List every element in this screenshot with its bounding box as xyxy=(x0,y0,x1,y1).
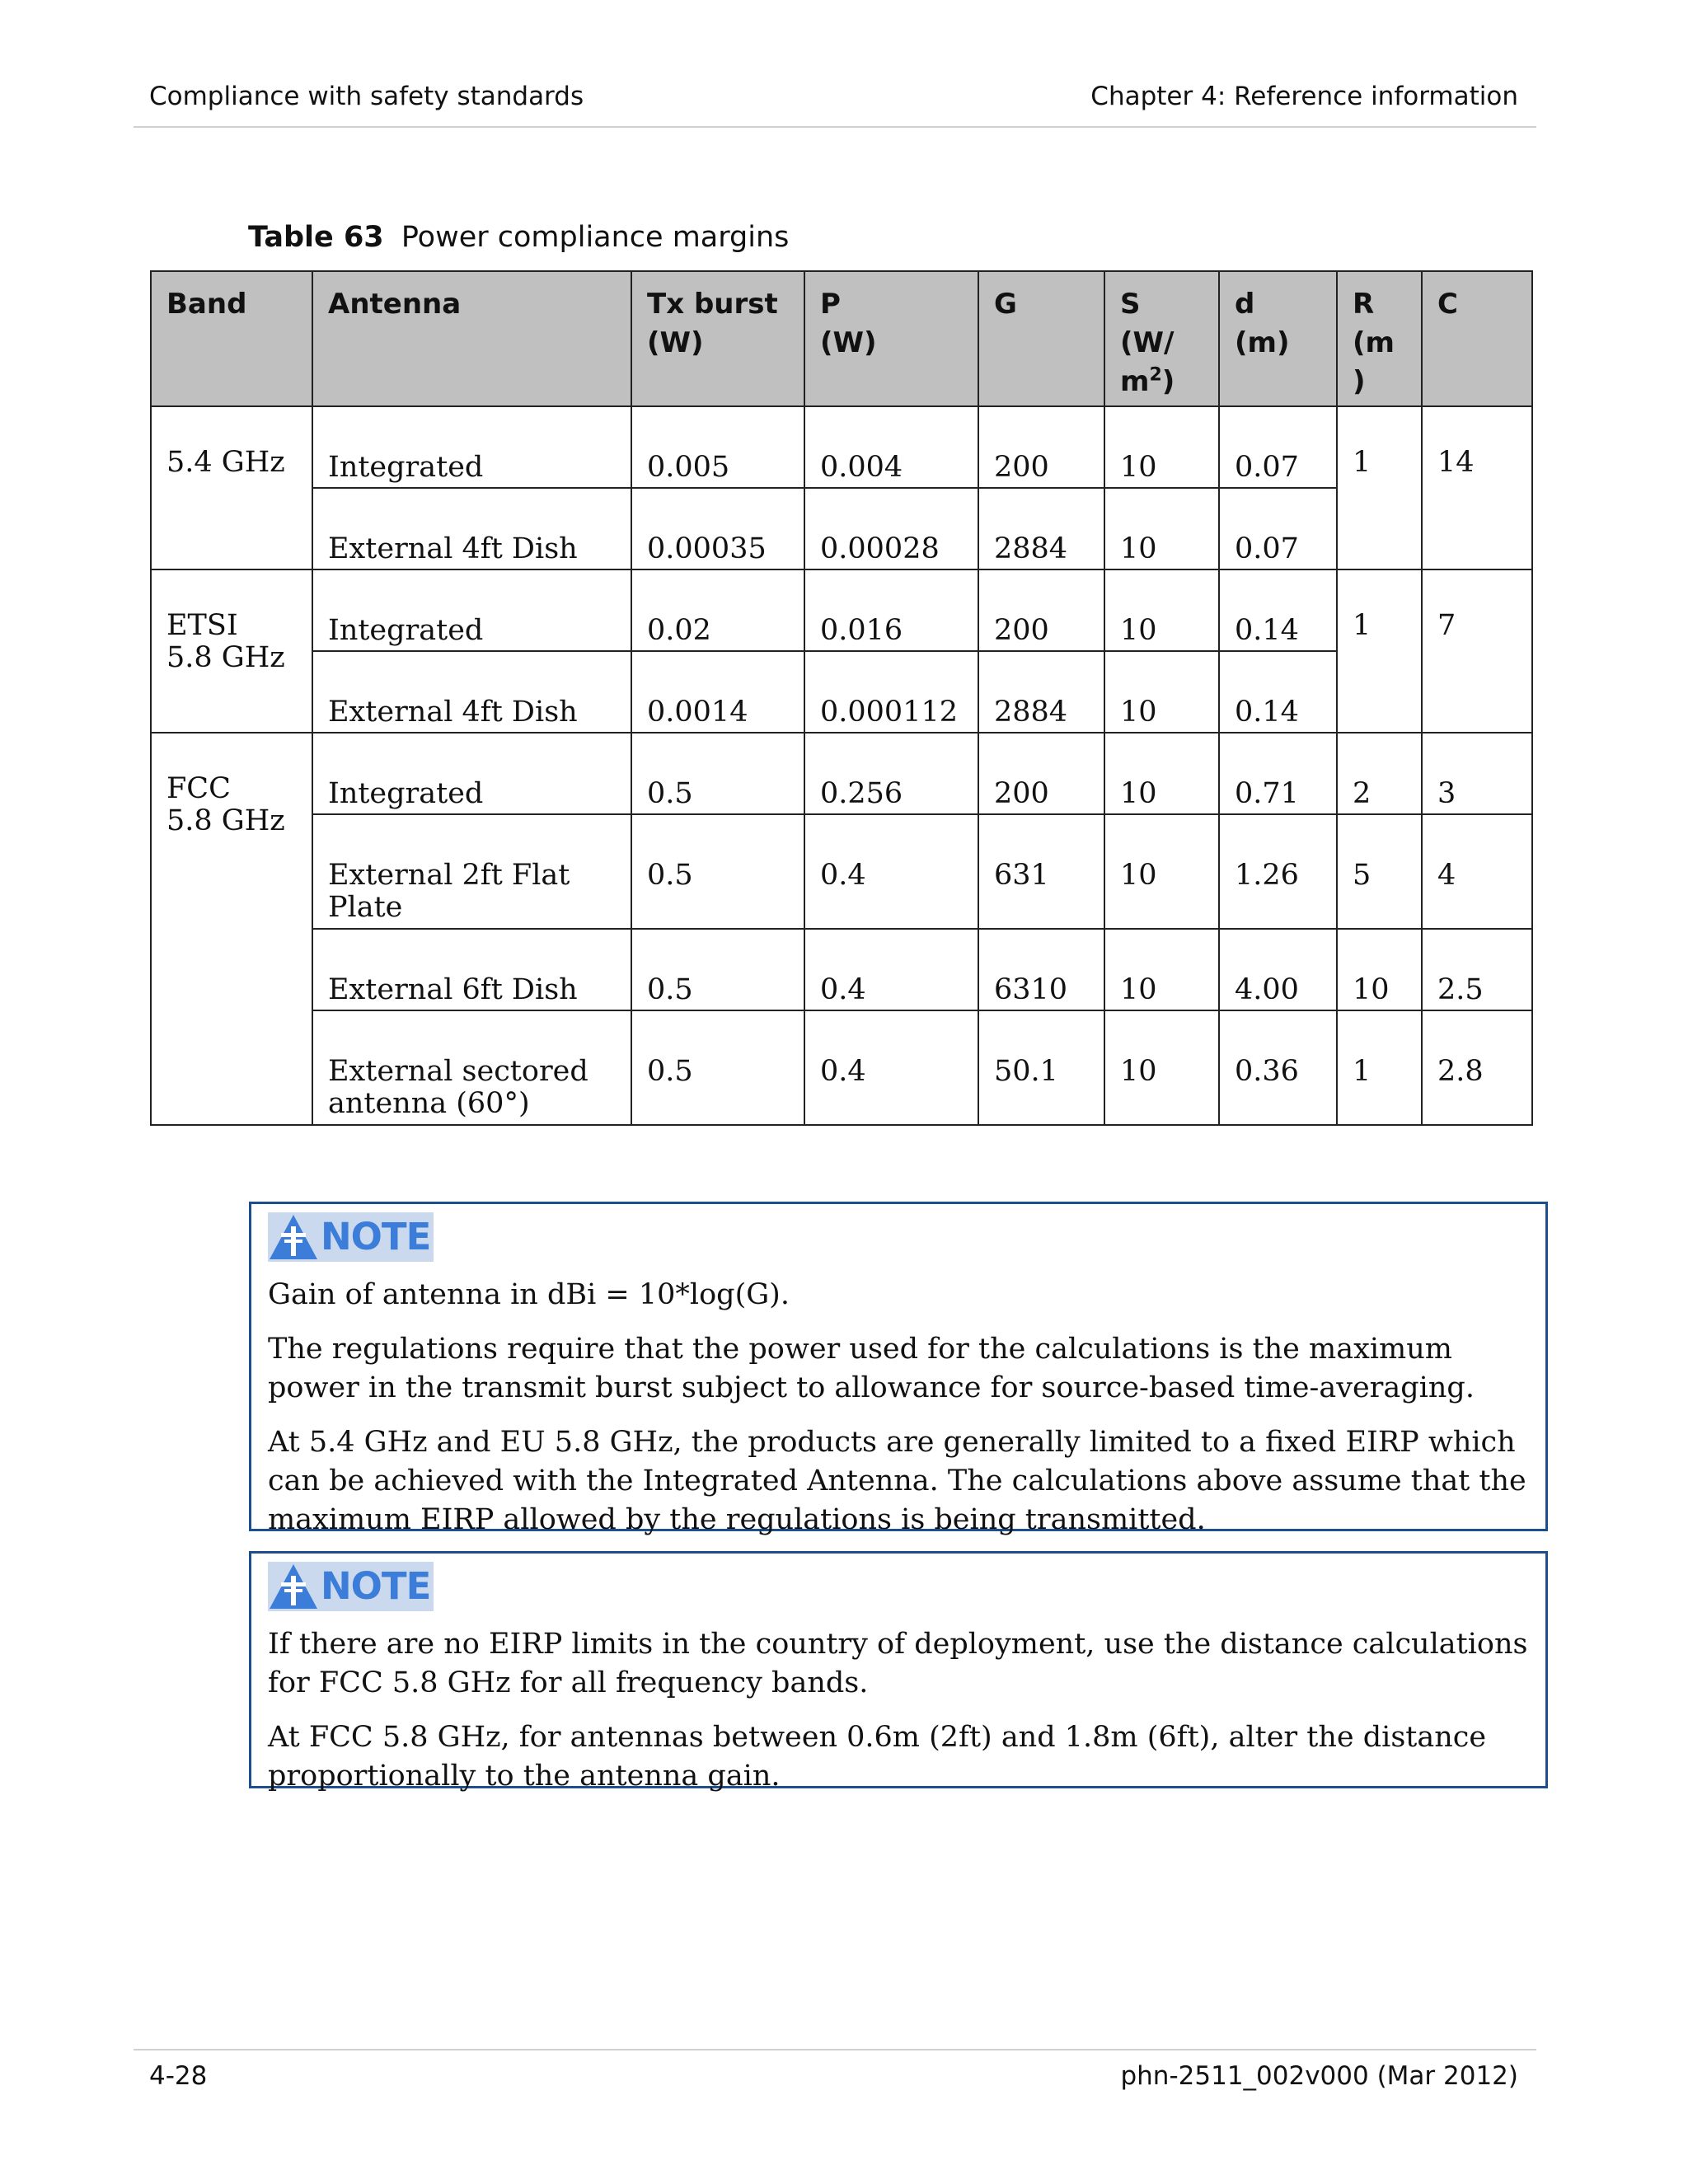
note-paragraph: If there are no EIRP limits in the country of deployment, use the distance calculations for FCC 5.8 GHz for all frequency bands. xyxy=(268,1628,1528,1699)
antenna-cell: Integrated xyxy=(312,406,631,488)
document-id: phn-2511_002v000 (Mar 2012) xyxy=(1120,2061,1518,2091)
band-cell: FCC 5.8 GHz xyxy=(151,733,312,1125)
d-cell: 0.14 xyxy=(1219,651,1337,733)
d-cell: 0.07 xyxy=(1219,488,1337,569)
s-cell: 10 xyxy=(1104,406,1219,488)
warning-triangle-icon xyxy=(268,1562,319,1611)
p-cell: 0.00028 xyxy=(804,488,978,569)
power-compliance-table xyxy=(150,270,1533,1126)
p-cell: 0.000112 xyxy=(804,651,978,733)
c-cell: 4 xyxy=(1422,814,1532,929)
antenna-cell: External 4ft Dish xyxy=(312,651,631,733)
d-cell: 0.07 xyxy=(1219,406,1337,488)
r-cell: 10 xyxy=(1337,929,1422,1010)
c-cell: 2.5 xyxy=(1422,929,1532,1010)
note-label: NOTE xyxy=(321,1564,431,1608)
p-cell: 0.004 xyxy=(804,406,978,488)
note-badge xyxy=(268,1562,434,1611)
g-cell: 200 xyxy=(978,733,1104,814)
d-cell: 4.00 xyxy=(1219,929,1337,1010)
band-cell: ETSI 5.8 GHz xyxy=(151,569,312,733)
d-cell: 1.26 xyxy=(1219,814,1337,929)
s-cell: 10 xyxy=(1104,814,1219,929)
s-cell: 10 xyxy=(1104,651,1219,733)
c-cell: 14 xyxy=(1422,406,1532,569)
antenna-cell: External 4ft Dish xyxy=(312,488,631,569)
col-header-r: R (m ) xyxy=(1337,271,1422,406)
antenna-cell: External 6ft Dish xyxy=(312,929,631,1010)
col-header-g: G xyxy=(978,271,1104,406)
note-paragraph: Gain of antenna in dBi = 10*log(G). xyxy=(268,1278,790,1311)
p-cell: 0.4 xyxy=(804,814,978,929)
antenna-cell: Integrated xyxy=(312,569,631,651)
d-cell: 0.14 xyxy=(1219,569,1337,651)
g-cell: 50.1 xyxy=(978,1010,1104,1125)
tx-cell: 0.005 xyxy=(631,406,804,488)
g-cell: 6310 xyxy=(978,929,1104,1010)
header-divider xyxy=(134,126,1536,128)
table-header-row xyxy=(151,271,1532,406)
note-paragraph: The regulations require that the power used for the calculations is the maximum power in the transmit burst subject to allowance for source-based time-averaging. xyxy=(268,1333,1475,1404)
g-cell: 631 xyxy=(978,814,1104,929)
p-cell: 0.016 xyxy=(804,569,978,651)
table-row xyxy=(151,929,1532,1010)
table-title: Power compliance margins xyxy=(401,221,790,254)
table-row xyxy=(151,651,1532,733)
p-cell: 0.256 xyxy=(804,733,978,814)
r-cell: 1 xyxy=(1337,406,1422,569)
c-cell: 7 xyxy=(1422,569,1532,733)
p-cell: 0.4 xyxy=(804,929,978,1010)
note-box xyxy=(249,1551,1548,1793)
running-header-chapter: Chapter 4: Reference information xyxy=(1090,82,1518,111)
col-header-band: Band xyxy=(151,271,312,406)
d-cell: 0.36 xyxy=(1219,1010,1337,1125)
footer-divider xyxy=(134,2049,1536,2050)
r-cell: 1 xyxy=(1337,569,1422,733)
antenna-cell: Integrated xyxy=(312,733,631,814)
s-cell: 10 xyxy=(1104,733,1219,814)
antenna-cell: External 2ft Flat Plate xyxy=(312,814,631,929)
r-cell: 2 xyxy=(1337,733,1422,814)
running-header-section: Compliance with safety standards xyxy=(149,82,584,111)
page-number: 4-28 xyxy=(149,2061,208,2091)
s-cell: 10 xyxy=(1104,569,1219,651)
p-cell: 0.4 xyxy=(804,1010,978,1125)
col-header-tx-burst: Tx burst (W) xyxy=(631,271,804,406)
note-paragraph: At 5.4 GHz and EU 5.8 GHz, the products are generally limited to a fixed EIRP which can be achieved with the Integrated Antenna. The calculations above assume that the maximum EIRP allowed by the regulations is being transmitted. xyxy=(268,1426,1526,1536)
warning-triangle-icon xyxy=(268,1212,319,1262)
note-badge xyxy=(268,1212,434,1262)
tx-cell: 0.02 xyxy=(631,569,804,651)
g-cell: 200 xyxy=(978,406,1104,488)
tx-cell: 0.5 xyxy=(631,733,804,814)
tx-cell: 0.5 xyxy=(631,929,804,1010)
note-label: NOTE xyxy=(321,1215,431,1258)
table-row xyxy=(151,488,1532,569)
col-header-c: C xyxy=(1422,271,1532,406)
d-cell: 0.71 xyxy=(1219,733,1337,814)
col-header-s: S (W/ $m^2$) xyxy=(1104,271,1219,406)
tx-cell: 0.00035 xyxy=(631,488,804,569)
col-header-d: d (m) xyxy=(1219,271,1337,406)
r-cell: 5 xyxy=(1337,814,1422,929)
table-row xyxy=(151,733,1532,814)
col-header-p: P (W) xyxy=(804,271,978,406)
band-cell: 5.4 GHz xyxy=(151,406,312,569)
s-cell: 10 xyxy=(1104,929,1219,1010)
note-box xyxy=(249,1202,1548,1536)
tx-cell: 0.5 xyxy=(631,814,804,929)
antenna-cell: External sectored antenna (60°) xyxy=(312,1010,631,1125)
table-row xyxy=(151,406,1532,488)
table-number: Table 63 xyxy=(248,221,384,254)
table-row xyxy=(151,569,1532,651)
s-cell: 10 xyxy=(1104,488,1219,569)
table-row xyxy=(151,1010,1532,1125)
g-cell: 2884 xyxy=(978,651,1104,733)
r-cell: 1 xyxy=(1337,1010,1422,1125)
tx-cell: 0.0014 xyxy=(631,651,804,733)
table-row xyxy=(151,814,1532,929)
g-cell: 2884 xyxy=(978,488,1104,569)
g-cell: 200 xyxy=(978,569,1104,651)
c-cell: 3 xyxy=(1422,733,1532,814)
c-cell: 2.8 xyxy=(1422,1010,1532,1125)
table-caption xyxy=(248,221,789,254)
s-cell: 10 xyxy=(1104,1010,1219,1125)
tx-cell: 0.5 xyxy=(631,1010,804,1125)
col-header-antenna: Antenna xyxy=(312,271,631,406)
note-paragraph: At FCC 5.8 GHz, for antennas between 0.6m (2ft) and 1.8m (6ft), alter the distance proportionally to the antenna gain. xyxy=(268,1721,1487,1793)
